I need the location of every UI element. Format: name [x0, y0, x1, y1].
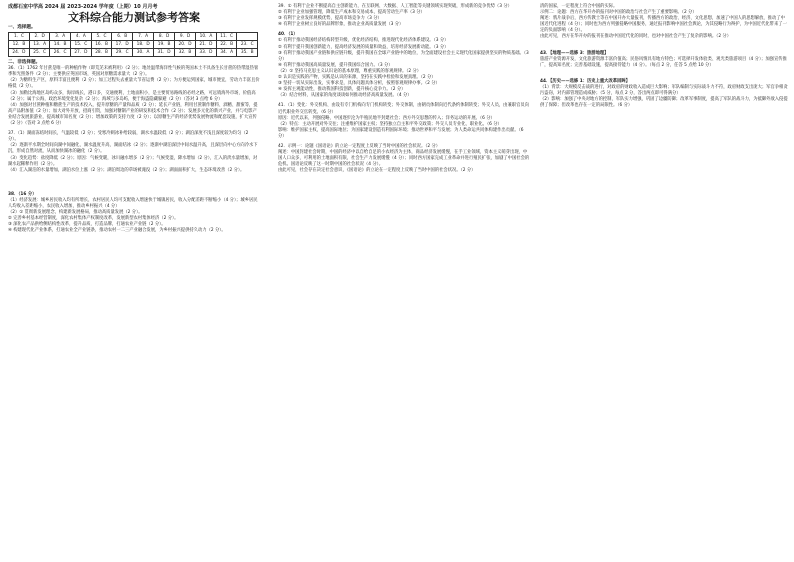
- q41-part2-impact: 影响：维护国家主权，提高国际地位；为国家建设创造有利国际环境；推动世界和平与发展；为人类命运共同体构建作出贡献。（6 分）: [278, 127, 524, 139]
- q41-part1-change: 41．（1）变化：外交机构、由设有专门机构向专门机构转变；外交体制，由朝贡体制向近代条约体制转变；外交人员，由兼职官员向近代职业外交官转变。（6 分）: [278, 103, 529, 115]
- q42-example2-argument: 阐述：鸦片战争后，西方传教士等在中国开办大量报刊，传播西方的政治、经济、文化思想，加速了中国人的思想解放，推动了中国近代化进程（4 分）；同时也为西方列强侵略中国服务，通过报刊影响中国社会舆论，为其侵略行为辩护，为中国近代化带来了一定的负面影响（4 分）。: [540, 16, 787, 34]
- q42-example1-argument: 阐述：中国封建社会时期，中国的经济中以自给自足的小农经济为主体，商品经济发展缓慢，在手工业领域，资本主义萌芽出现，中国人口众多，可利用的土地面积有限，社会生产力发展缓慢（4 分）；同时西方国家完成工业革命并进行殖民扩张，加剧了中国社会的危机。国语论反映了这一时期中国的社会状况（4 分）。: [278, 150, 530, 168]
- answer-row-3: [9, 49, 258, 57]
- q37-part1: 37．（1）湖面冻结时间长，气温较低（2 分）；受寒冷刺冰补给较弱，湖水水温较低（2 分）；湖泊深度不浅且深度较为均匀（2 分）。: [8, 131, 249, 143]
- q39-point2: ② 有利于企业加强管理，降低生产成本和交易成本，提高劳动生产率（3 分）: [278, 10, 425, 16]
- answer-cell: 16．B: [91, 41, 111, 49]
- q38-part1: （1）经济发展：城乡居民收入均有所增长，农村居民人均可支配收入增速快于城镇居民，收入分配差距不断缩小（4 分）；城乡居民人均收入差距缩小，农民收入增加，推动乡村振兴（4 分）: [8, 197, 258, 209]
- q44-part1: （1）背景：大规模反击战的进行，对政府的财政收入造成巨大影响；军队编制与实际战斗力不符，政府财政支出庞大；军官争相贪污盗窃，对内部管理造成威胁；（5 分，每点 2 分，答出两点即可得满分）: [540, 84, 788, 97]
- answer-cell: 22．B: [216, 41, 236, 49]
- answer-row-2: [9, 41, 258, 49]
- q36-part4: （4）加强对甘蔗种植和糖蔗生产的技术投入，提升原糖的产量和品质（2 分）；延长产业链，利用甘蔗制作糖料、酒精、甜蜜等，提高产品附加值（2 分）；加大对外开放，招商引资，加强对糖制产业的研发和技术合作（2 分）；发展多元化的新兴产业，并与电影产业结合发展旅游业，提高城市知名度（2 分）；增加政策的支持力度（2 分）；以原糖生产的经济优势发展物流和配套设施，扩大宣传（2 分）（答对 3 点给 6 分）: [8, 102, 258, 127]
- section-choice-label: 一、选择题。: [8, 25, 36, 30]
- answer-cell-empty: [237, 33, 258, 41]
- q40-point1: ① 有利于推动我国经济结构转型升级，优化经济结构，推进现代化经济体系建设。（3 分）: [278, 38, 449, 44]
- answer-cell: 6．B: [112, 33, 133, 41]
- answer-cell: 4．A: [70, 33, 91, 41]
- answer-cell: 32．B: [175, 49, 196, 57]
- q40-part2-point4: ④ 发挥主观能动性，推动我国科技创新，提升核心竞争力。（2 分）: [278, 87, 406, 93]
- q41-part2-feature: （2）特点：主动开展对外交往；注重维护国家主权；坚持独立自主和平外交政策；外交人员专业化、职业化。（6 分）: [278, 121, 502, 127]
- answer-cell: 33．D: [196, 49, 217, 57]
- answer-cell: 9．D: [175, 33, 196, 41]
- answer-cell: 25．C: [29, 49, 49, 57]
- q38-part2: （2）① 贯彻新发展理念，构建新发展格局，推动高质量发展（2 分）。: [8, 210, 143, 216]
- q38-part3: ② 完善乡村基本经营制度，深化农村集体产权制度改革，发展新型农村集体经济（2 分）。: [8, 216, 179, 222]
- q42-example1-conclusion: 由此可见，社会存在决定社会意识，《国语论》的立论在一定程度上反映了当时中国的社会状况。（2 分）: [278, 168, 476, 174]
- q40-point3: ③ 有利于推动我国产业链和供应链升级，提升我国在全球产业链中的地位，为全面建设社会主义现代化国家提供坚实的物质基础。（3 分）: [278, 50, 529, 62]
- q40-point4: ④ 有利于推动我国高质量发展，提升我国综合国力。（3 分）: [278, 62, 393, 68]
- answer-cell: 26．C: [50, 49, 70, 57]
- section-essay-label: 二、非选择题。: [8, 60, 41, 66]
- answer-cell: 24．D: [9, 49, 30, 57]
- answer-cell: 21．D: [196, 41, 217, 49]
- answer-cell: 10．A: [196, 33, 217, 41]
- answer-cell: 30．A: [133, 49, 154, 57]
- answer-cell: 23．C: [237, 41, 258, 49]
- q42-example2-thesis: 示例二：论题：西方在华开办的报刊对中国的政治与社会产生了重要影响。（2 分）: [540, 10, 697, 16]
- answer-cell: 29．C: [112, 49, 133, 57]
- column-middle: [278, 4, 530, 174]
- q42-example1-thesis: 42．示例一：论题《国语论》的立论一定程度上反映了当时中国的社会状况。（2 分）: [278, 143, 441, 149]
- answer-cell: 28．B: [91, 49, 111, 57]
- q42-example2-conclusion: 由此可见，西方在华开办的报刊在推动中国近代化的同时，也对中国社会产生了复杂的影响。（2 分）: [540, 34, 732, 40]
- answer-cell: 15．C: [70, 41, 91, 49]
- answer-cell: 35．B: [237, 49, 258, 57]
- answer-cell: 18．D: [133, 41, 154, 49]
- q39-point4: ④ 有利于企业树立良好的品牌形象，推动企业高质量发展（3 分）: [278, 22, 404, 28]
- answer-cell: 5．C: [91, 33, 111, 41]
- q40-part2-point3: ③ 坚持一切从实际出发，实事求是，具体问题具体分析，按照客观规律办事。（2 分）: [278, 81, 440, 87]
- q41-part1-reason: 原因：近代以来，列强侵略，中国逐步沦为半殖民地半封建社会；西方外交思想的传入；洋务运动的开展。（6 分）: [278, 115, 495, 121]
- q44-part2: （2）影响：加强了中央对地方的控制，军队实力增强，巩固了边疆防御；改革军事制度，提高了军队的战斗力，为抵御外敌入侵提供了保障；但改革也存在一定的局限性。（6 分）: [540, 97, 788, 109]
- q43-heading: 43．【地理——选修 3：旅游地理】: [540, 50, 609, 56]
- answer-cell: 19．B: [154, 41, 175, 49]
- answer-cell: 2．D: [29, 33, 49, 41]
- q37-part3: （3）变化趋势：盐度降低（2 分）；原因：气候变暖，冰川融水增多（2 分）；气候变湿，降水增加（2 分），汇入的淡水量增加，对湖水起稀释作用（2 分）。: [8, 155, 258, 167]
- q37-part4: （4）汇入湖泊的水量增加，湖泊水位上涨（2 分）；湖泊周边的草场被淹没（2 分）；湖面面积扩大，生态环境改善（2 分）。: [8, 167, 245, 173]
- q44-heading: 44．【历史——选修 1：历史上重大改革回眸】: [540, 78, 630, 84]
- answer-cell: 7．A: [133, 33, 154, 41]
- q43-answer: 旅游产业资源开发，文化旅游资源丰富价值高；民俗风情具有地方特色；可选择开发体验类、观光类旅游项目（4 分）；加强宣传推广，提高知名度；完善基础设施，提高接待能力（4 分）。（每点 2 分，任答 5 点给 10 分）: [540, 56, 787, 68]
- column-right: [540, 4, 788, 109]
- q40-part2-point2: ② 认识是实践的产物，实践是认识的来源，坚持在实践中检验和发展真理。（2 分）: [278, 75, 436, 81]
- answer-cell: 27．D: [70, 49, 91, 57]
- answer-cell: 13．A: [29, 41, 49, 49]
- school-header: 成都石室中学高 2024 届 2023-2024 学年度（上期）10 月月考: [8, 4, 158, 10]
- answer-cell: 14．B: [50, 41, 70, 49]
- q42-continuation: 清的国家，一定程度上符合中国的实际。: [540, 4, 618, 9]
- answer-cell: 34．A: [216, 49, 236, 57]
- q38-heading: 38．（16 分）: [8, 191, 37, 197]
- answer-cell: 1．C: [9, 33, 30, 41]
- q36-part2: （2）为糖料生产区，原料丰富且便利（2 分）；加工过程失去重量大节省运费（2 分）；为方便运到国家，城市便宜，劳动力丰富且价格低（2 分）。: [8, 78, 260, 90]
- column-left: [8, 4, 260, 234]
- q36-part1: 36．（1）1762 年甘蔗是唯一的种植作物（即荒芜未被利用）（2 分）；地处温带海洋性气候的英国本土不具备生长甘蔗的热带湿热暑季和光照条件（2 分）；主要供应英国市场，英国对原糖需求量大（2 分）。: [8, 66, 259, 78]
- answer-cell: 20．D: [175, 41, 196, 49]
- q37-part2: （2）逐渐平水期全时间向湖中间融化，湖水温度升高，湖面结冰（2 分）；逐渐中湖泊深层中间水温升高，且深层向中心方向冷水下沉，形成自然对流，从而加快湖冰的融化（2 分）。: [8, 143, 258, 155]
- answer-cell: 17．D: [112, 41, 133, 49]
- answer-cell: 11．C: [216, 33, 236, 41]
- q40-part3: （3）结合材料，从国家的角度谈谈如何推动经济高质量发展。（4 分）: [278, 93, 412, 99]
- answer-cell: 12．B: [9, 41, 30, 49]
- answer-row-1: [9, 33, 258, 41]
- q40-point2: ② 有利于提升我国创新能力，提高经济发展的质量和效益，培育经济发展新动能。（3 分）: [278, 44, 449, 50]
- q40-part2-point1: （2）① 坚持马克思主义认识论的基本原理，尊重实践的客观规律。（2 分）: [278, 68, 422, 74]
- answer-cell: 3．A: [50, 33, 70, 41]
- answer-key-table: [8, 32, 258, 57]
- page-title: 文科综合能力测试参考答案: [68, 11, 200, 24]
- q38-part4: ③ 深化农产品供给侧结构性改革，提升品质，打造品牌，打通农业产业链（2 分）。: [8, 222, 166, 228]
- q39-point3: ③ 有利于企业发挥规模优势，提高市场竞争力（3 分）: [278, 16, 382, 22]
- q38-part5: ④ 构建现代化产业体系，打通农业全产业链条，推动农村一二三产业融合发展，为乡村振兴提供持久动力（2 分）。: [8, 228, 226, 234]
- answer-cell: 31．D: [154, 49, 175, 57]
- q40-heading: 40．（1）: [278, 32, 298, 38]
- q39-point1: 39．① 有利于企业不断提高自主创新能力，在互联网、大数据、人工智能等关键领域实现突破，形成新的竞争优势（3 分）: [278, 4, 512, 9]
- answer-cell: 8．D: [154, 33, 175, 41]
- q36-part3: （3）加勒比海地区岛屿众多，海岸线长，港口多，交通便利，土地面积小，是主要贸易路线的必经之路，可远销海外市场，价值高（2 分）；属于公海，政治环境变化复杂（2 分）；海域与多岛屿，便于海盗隐藏躲避（2 分）（答对 3 点给 6 分）: [8, 90, 256, 102]
